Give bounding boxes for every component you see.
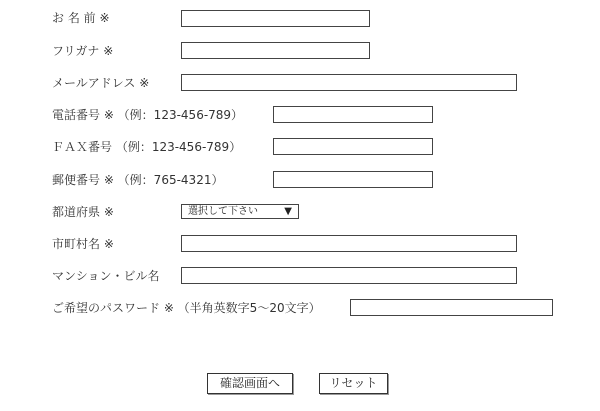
name-input[interactable] [181,10,370,27]
prefecture-select[interactable] [181,204,299,219]
reset-button[interactable]: リセット [319,373,388,394]
email-label: メールアドレス ※ [52,76,150,90]
password-label: ご希望のパスワード ※ （半角英数字5～20文字） [52,301,321,315]
name-label: お 名 前 ※ [52,11,110,25]
furigana-input[interactable] [181,42,370,59]
city-input[interactable] [181,235,517,252]
fax-label: ＦＡＸ番号 （例：123-456-789） [52,140,242,154]
fax-input[interactable] [273,138,433,155]
building-label: マンション・ビル名 [52,269,160,283]
furigana-label: フリガナ ※ [52,44,114,58]
prefecture-selected-value: 選択して下さい [188,206,258,217]
postal-label: 郵便番号 ※ （例：765-4321） [52,173,224,187]
phone-label: 電話番号 ※ （例：123-456-789） [52,108,244,122]
confirm-button[interactable]: 確認画面へ [207,373,293,394]
postal-input[interactable] [273,171,433,188]
chevron-down-icon: ▼ [284,206,292,217]
prefecture-label: 都道府県 ※ [52,205,114,219]
phone-input[interactable] [273,106,433,123]
email-input[interactable] [181,74,517,91]
password-input[interactable] [350,299,553,316]
city-label: 市町村名 ※ [52,237,114,251]
building-input[interactable] [181,267,517,284]
